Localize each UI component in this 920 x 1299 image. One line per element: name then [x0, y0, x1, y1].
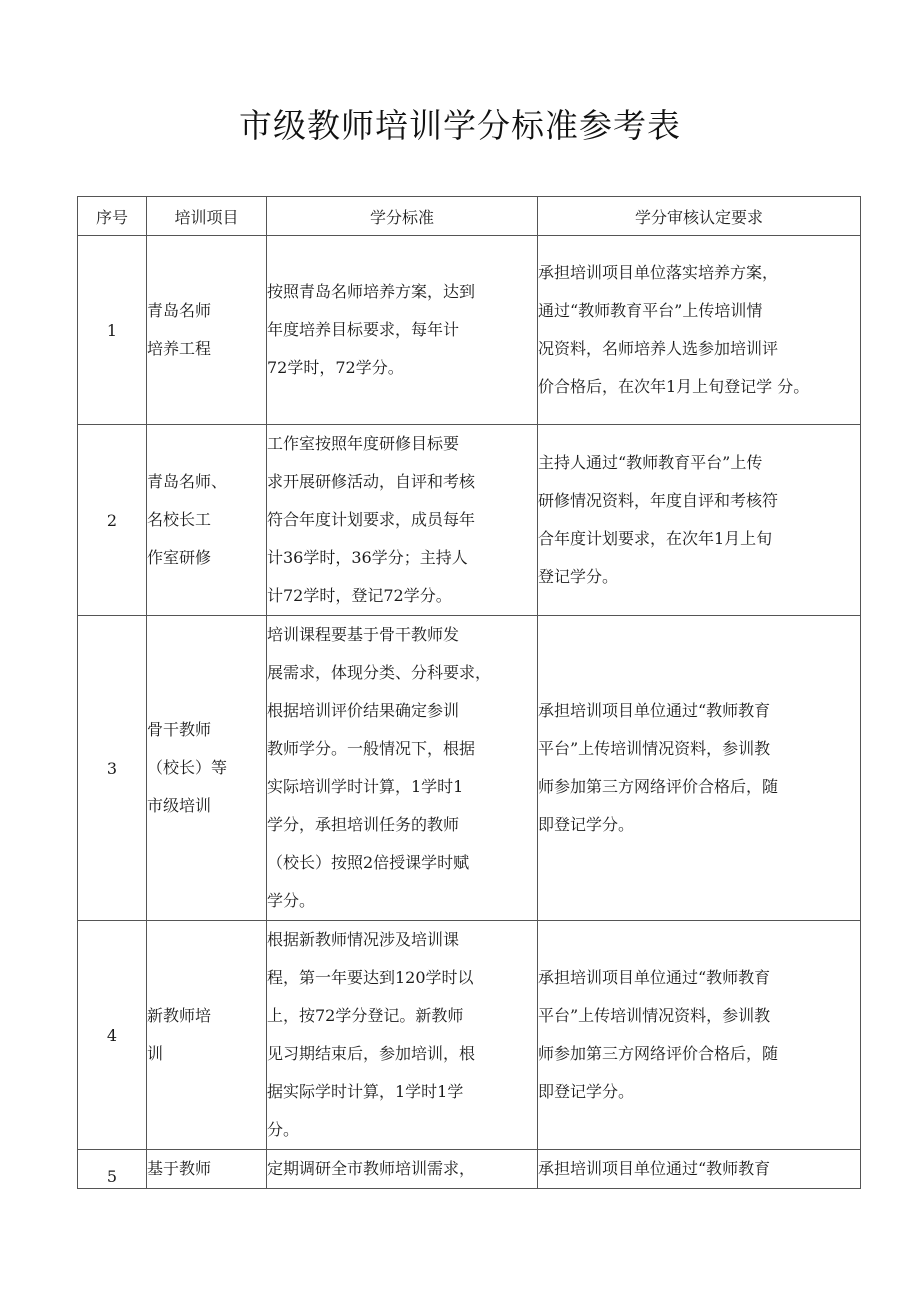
text-line: 学分，承担培训任务的教师 — [267, 815, 460, 834]
text-line: 按照青岛名师培养方案，达到 — [267, 282, 476, 301]
text-line: 青岛名师 — [147, 301, 212, 320]
text-line: 价合格后，在次年1月上旬登记学 分。 — [538, 377, 810, 396]
text-line: 师参加第三方网络评价合格后，随 — [538, 777, 779, 796]
text-line: 承担培训项目单位通过“教师教育 — [538, 968, 771, 987]
row-review-requirement — [538, 236, 861, 425]
text-line: 新教师培 — [147, 1006, 212, 1025]
text-line: 平台”上传培训情况资料，参训教 — [538, 1006, 771, 1025]
table-header-row — [78, 197, 861, 236]
row-review-requirement — [538, 616, 861, 921]
text-line: 况资料，名师培养人选参加培训评 — [538, 339, 779, 358]
row-review-requirement — [538, 425, 861, 616]
text-line: （校长）按照2倍授课学时赋 — [267, 853, 470, 872]
row-training-project — [147, 425, 267, 616]
row-training-project — [147, 616, 267, 921]
text-line: 基于教师 — [147, 1159, 212, 1178]
row-training-project — [147, 236, 267, 425]
text-line: 主持人通过“教师教育平台”上传 — [538, 453, 763, 472]
table-row — [78, 616, 861, 921]
row-credit-standard — [267, 616, 538, 921]
text-line: 求开展研修活动，自评和考核 — [267, 472, 476, 491]
text-line: 展需求，体现分类、分科要求， — [267, 663, 492, 682]
text-line: 分。 — [267, 1120, 300, 1139]
text-line: 名校长工 — [147, 510, 212, 529]
text-line: 市级培训 — [147, 796, 212, 815]
text-line: 上，按72学分登记。新教师 — [267, 1006, 464, 1025]
row-training-project — [147, 921, 267, 1150]
row-serial-number: 3 — [78, 616, 147, 921]
text-line: 青岛名师、 — [147, 472, 228, 491]
text-line: 平台”上传培训情况资料，参训教 — [538, 739, 771, 758]
header-training-project: 培训项目 — [147, 197, 267, 236]
text-line: 训 — [147, 1044, 164, 1063]
text-line: 程，第一年要达到120学时以 — [267, 968, 474, 987]
text-line: 计72学时，登记72学分。 — [267, 586, 452, 605]
text-line: 作室研修 — [147, 548, 212, 567]
row-credit-standard — [267, 921, 538, 1150]
row-review-requirement — [538, 1150, 861, 1189]
page-title: 市级教师培训学分标准参考表 — [239, 106, 681, 145]
text-line: 研修情况资料，年度自评和考核符 — [538, 491, 779, 510]
text-line: 见习期结束后，参加培训，根 — [267, 1044, 476, 1063]
table-row — [78, 236, 861, 425]
text-line: 计36学时，36学分；主持人 — [267, 548, 468, 567]
text-line: 符合年度计划要求，成员每年 — [267, 510, 476, 529]
credit-standards-table — [77, 196, 861, 1189]
text-line: 年度培养目标要求，每年计 — [267, 320, 460, 339]
row-credit-standard — [267, 236, 538, 425]
header-review-requirement: 学分审核认定要求 — [538, 197, 861, 236]
header-credit-standard: 学分标准 — [267, 197, 538, 236]
text-line: 承担培训项目单位落实培养方案， — [538, 263, 779, 282]
text-line: 合年度计划要求，在次年1月上旬 — [538, 529, 773, 548]
text-line: 根据新教师情况涉及培训课 — [267, 930, 460, 949]
text-line: 承担培训项目单位通过“教师教育 — [538, 701, 771, 720]
row-review-requirement — [538, 921, 861, 1150]
text-line: 培训课程要基于骨干教师发 — [267, 625, 460, 644]
text-line: 师参加第三方网络评价合格后，随 — [538, 1044, 779, 1063]
text-line: 学分。 — [267, 891, 316, 910]
text-line: 工作室按照年度研修目标要 — [267, 434, 460, 453]
text-line: 即登记学分。 — [538, 815, 635, 834]
text-line: 骨干教师 — [147, 720, 212, 739]
text-line: 教师学分。一般情况下，根据 — [267, 739, 476, 758]
header-serial-number: 序号 — [78, 197, 147, 236]
table-row — [78, 425, 861, 616]
text-line: 即登记学分。 — [538, 1082, 635, 1101]
row-serial-number: 5 — [78, 1150, 147, 1189]
text-line: 登记学分。 — [538, 567, 619, 586]
text-line: 72学时，72学分。 — [267, 358, 404, 377]
table-row — [78, 1150, 861, 1189]
row-credit-standard — [267, 1150, 538, 1189]
text-line: 实际培训学时计算，1学时1 — [267, 777, 464, 796]
row-serial-number: 4 — [78, 921, 147, 1150]
text-line: 培养工程 — [147, 339, 212, 358]
table-row — [78, 921, 861, 1150]
row-serial-number: 2 — [78, 425, 147, 616]
text-line: 根据培训评价结果确定参训 — [267, 701, 460, 720]
row-training-project — [147, 1150, 267, 1189]
text-line: 定期调研全市教师培训需求， — [267, 1159, 476, 1178]
text-line: 通过“教师教育平台”上传培训情 — [538, 301, 763, 320]
row-serial-number: 1 — [78, 236, 147, 425]
text-line: （校长）等 — [147, 758, 228, 777]
text-line: 据实际学时计算，1学时1学 — [267, 1082, 464, 1101]
row-credit-standard — [267, 425, 538, 616]
text-line: 承担培训项目单位通过“教师教育 — [538, 1159, 771, 1178]
